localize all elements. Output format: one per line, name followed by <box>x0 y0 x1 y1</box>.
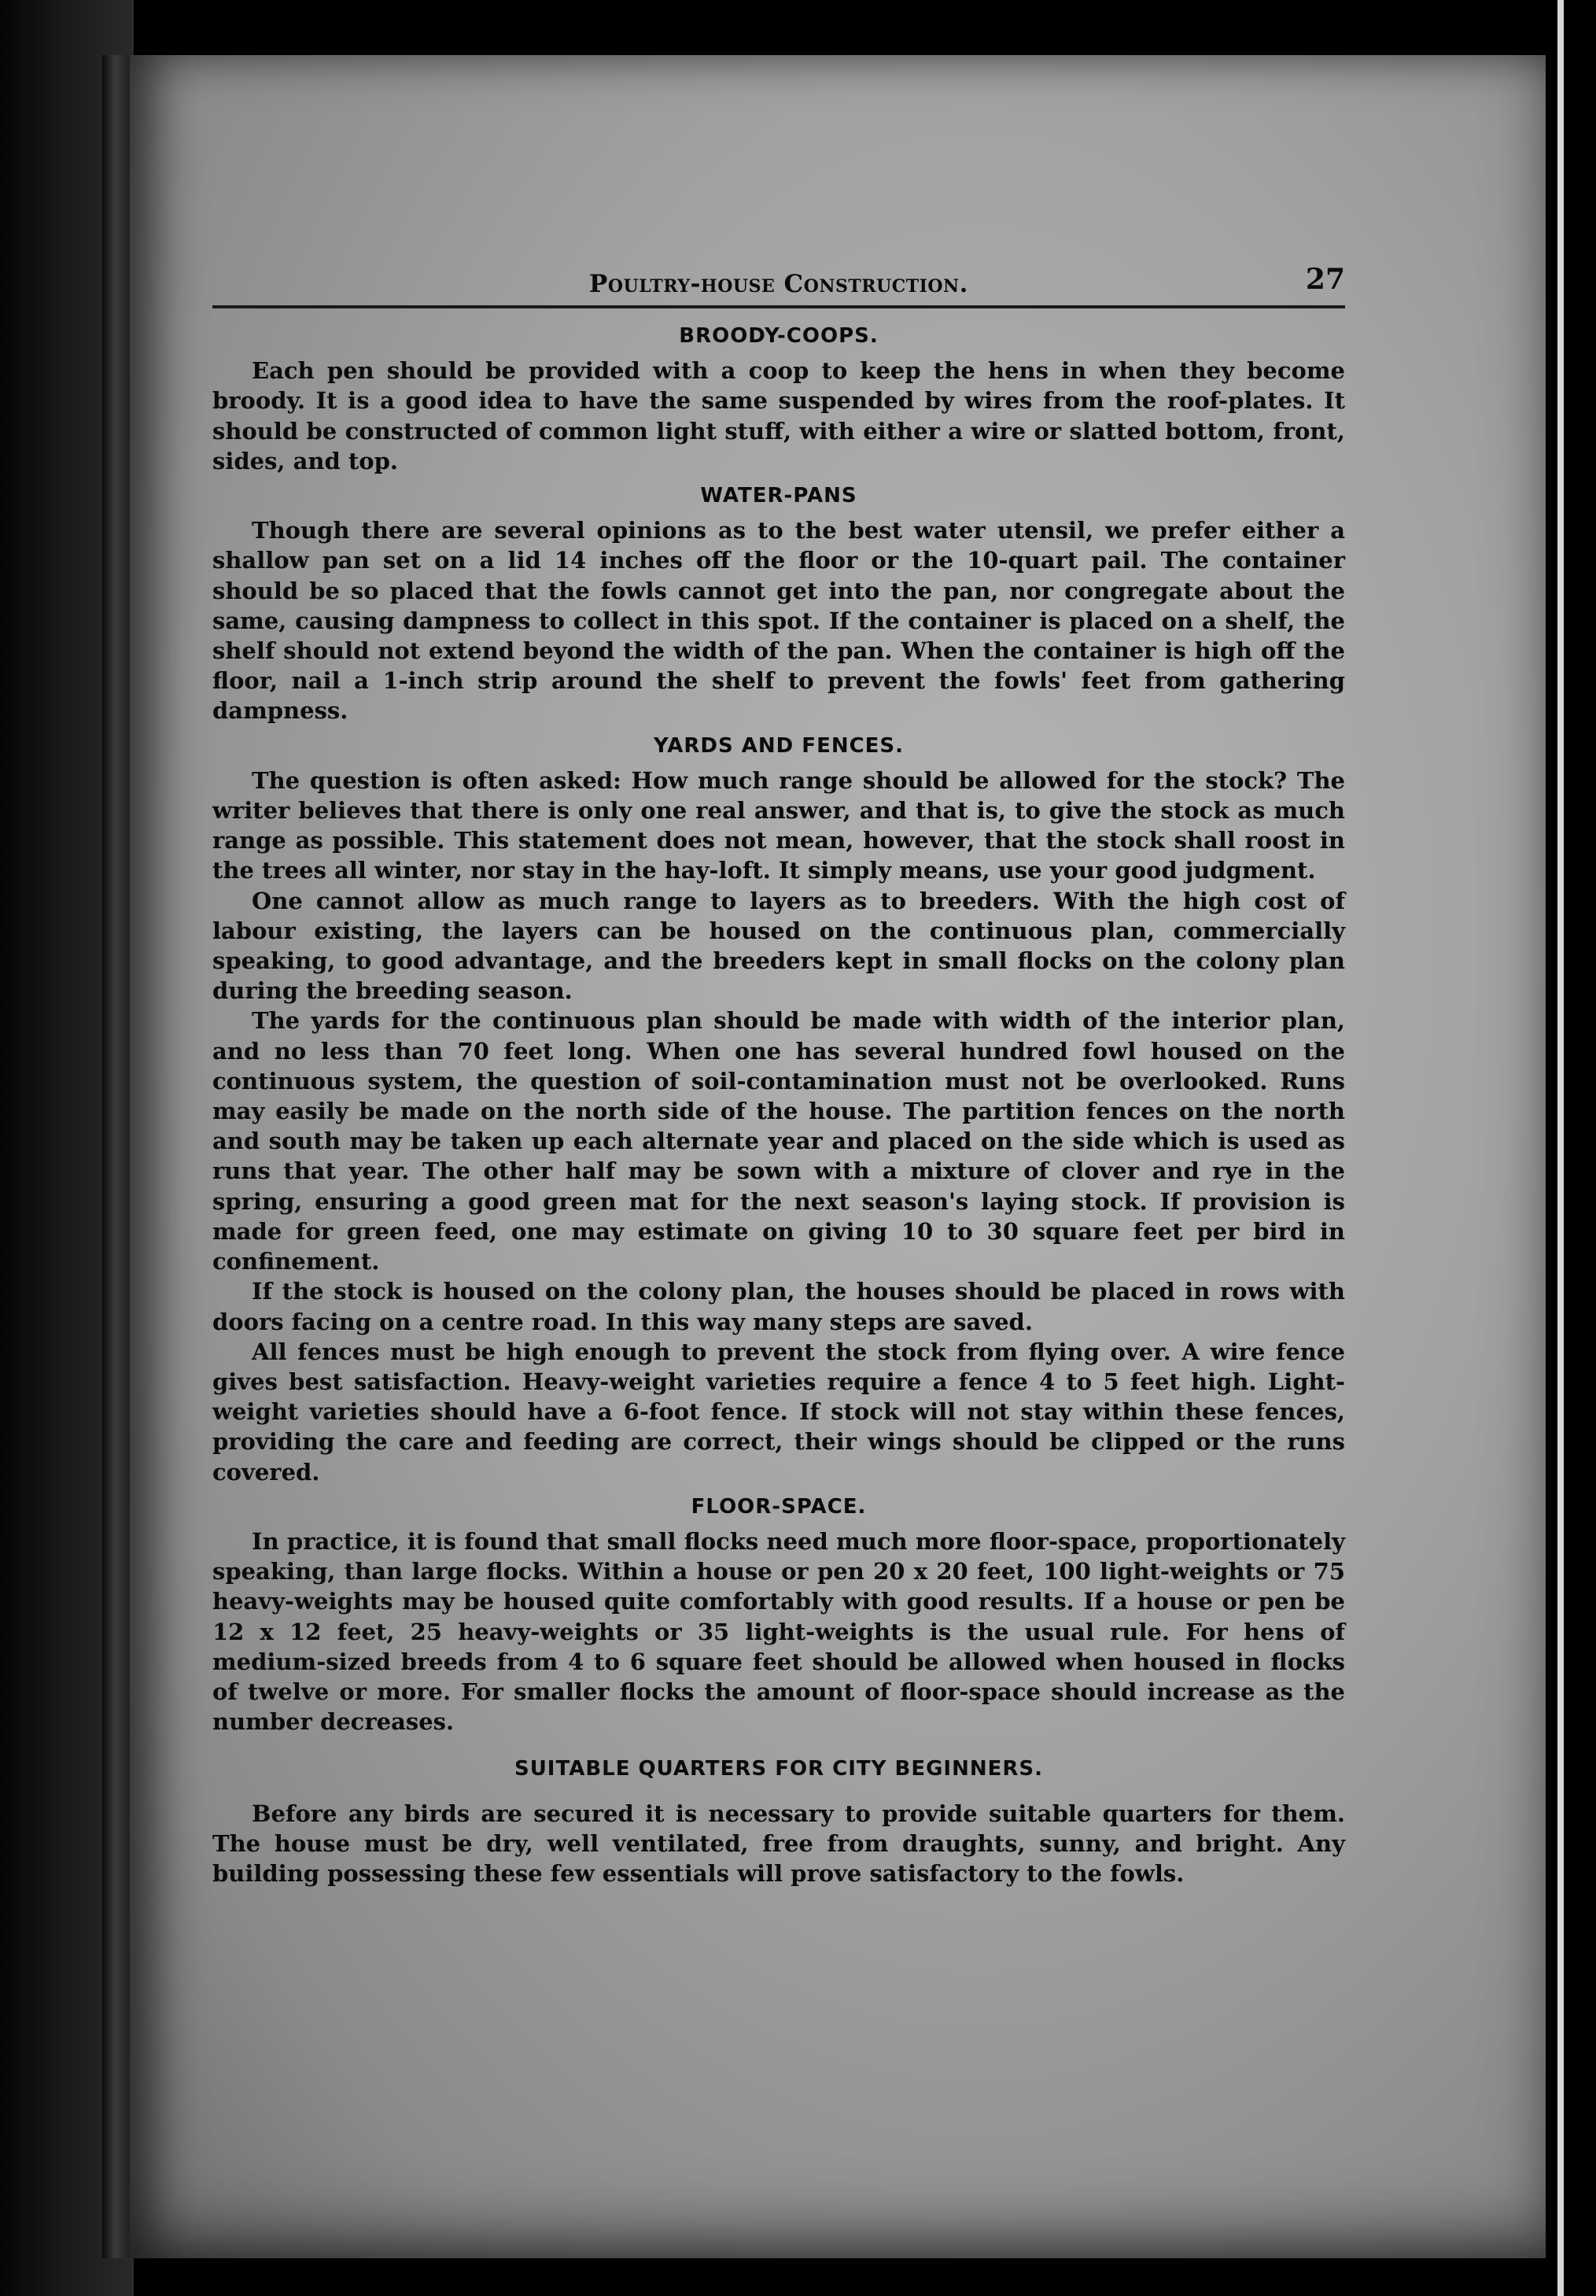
paragraph: Though there are several opinions as to the best water utensil, we prefer either a shallow pan set on a lid 14 inches off the floor or the 10-quart pail. The container should be so placed that the fowls cannot get into the pan, nor congregate about the same, causing dampness to collect in this spot. If the container is placed on a shelf, the shelf should not extend beyond the width of the pan. When the container is high off the floor, nail a 1-inch strip around the shelf to prevent the fowls' feet from gathering dampness. <box>212 517 1345 725</box>
section-heading: WATER-PANS <box>700 484 857 508</box>
page-content <box>212 260 1345 1888</box>
paragraph: One cannot allow as much range to layers as to breeders. With the high cost of labour existing, the layers can be housed on the continuous plan, commercially speaking, to good advantage, and the breeders kept in small flocks on the colony plan during the breeding season. <box>212 887 1345 1005</box>
section-water-pans <box>212 481 1345 726</box>
section-heading: SUITABLE QUARTERS FOR CITY BEGINNERS. <box>514 1757 1044 1781</box>
paragraph: Each pen should be provided with a coop to keep the hens in when they become broody. It is a good idea to have the same suspended by wires from the roof-plates. It should be constructed of common light stuff, with either a wire or slatted bottom, front, sides, and top. <box>212 357 1345 474</box>
paragraph: All fences must be high enough to prevent the stock from flying over. A wire fence gives best satisfaction. Heavy-weight varieties require a fence 4 to 5 feet high. Light-weight varieties should have a 6-foot fence. If stock will not stay within these fences, providing the care and feeding are correct, their wings should be clipped or the runs covered. <box>212 1338 1345 1486</box>
running-head-title: Poultry-house Construction. <box>589 270 968 298</box>
paragraph: In practice, it is found that small flocks need much more floor-space, proportionately speaking, than large flocks. Within a house or pen 20 x 20 feet, 100 light-weights or 75 heavy-weights may be housed quite comfortably with good results. If a house or pen be 12 x 12 feet, 25 heavy-weights or 35 light-weights is the usual rule. For hens of medium-sized breeds from 4 to 6 square feet should be allowed when housed in flocks of twelve or more. For smaller flocks the amount of floor-space should increase as the number decreases. <box>212 1527 1345 1736</box>
paragraph: Before any birds are secured it is necessary to provide suitable quarters for them. The house must be dry, well ventilated, free from draughts, sunny, and bright. Any building possessing these few essentials will prove satisfactory to the fowls. <box>212 1800 1345 1887</box>
paragraph: The question is often asked: How much range should be allowed for the stock? The writer believes that there is only one real answer, and that is, to give the stock as much range as possible. This statement does not mean, however, that the stock shall roost in the trees all winter, nor stay in the hay-loft. It simply means, use your good judgment. <box>212 766 1345 884</box>
scan-right-margin <box>1553 0 1596 2296</box>
section-heading: YARDS AND FENCES. <box>653 733 905 758</box>
page-number: 27 <box>1305 263 1345 296</box>
section-heading: FLOOR-SPACE. <box>691 1494 867 1519</box>
running-head <box>212 260 1345 308</box>
section-heading: BROODY-COOPS. <box>679 324 879 348</box>
section-broody-coops <box>212 321 1345 476</box>
section-floor-space <box>212 1492 1345 1737</box>
paragraph: If the stock is housed on the colony plan, the houses should be placed in rows with doors facing on a centre road. In this way many steps are saved. <box>212 1278 1345 1335</box>
section-yards-and-fences <box>212 731 1345 1487</box>
book-spine <box>102 55 134 2258</box>
page-edge <box>1557 0 1564 2296</box>
paragraph: The yards for the continuous plan should be made with width of the interior plan, and no less than 70 feet long. When one has several hundred fowl housed on the continuous system, the question of soil-contamination must not be overlooked. Runs may easily be made on the north side of the house. The partition fences on the north and south may be taken up each alternate year and placed on the side which is used as runs that year. The other half may be sown with a mixture of clover and rye in the spring, ensuring a good green mat for the next season's laying stock. If provision is made for green feed, one may estimate on giving 10 to 30 square feet per bird in confinement. <box>212 1007 1345 1275</box>
section-city-beginners <box>212 1754 1345 1888</box>
